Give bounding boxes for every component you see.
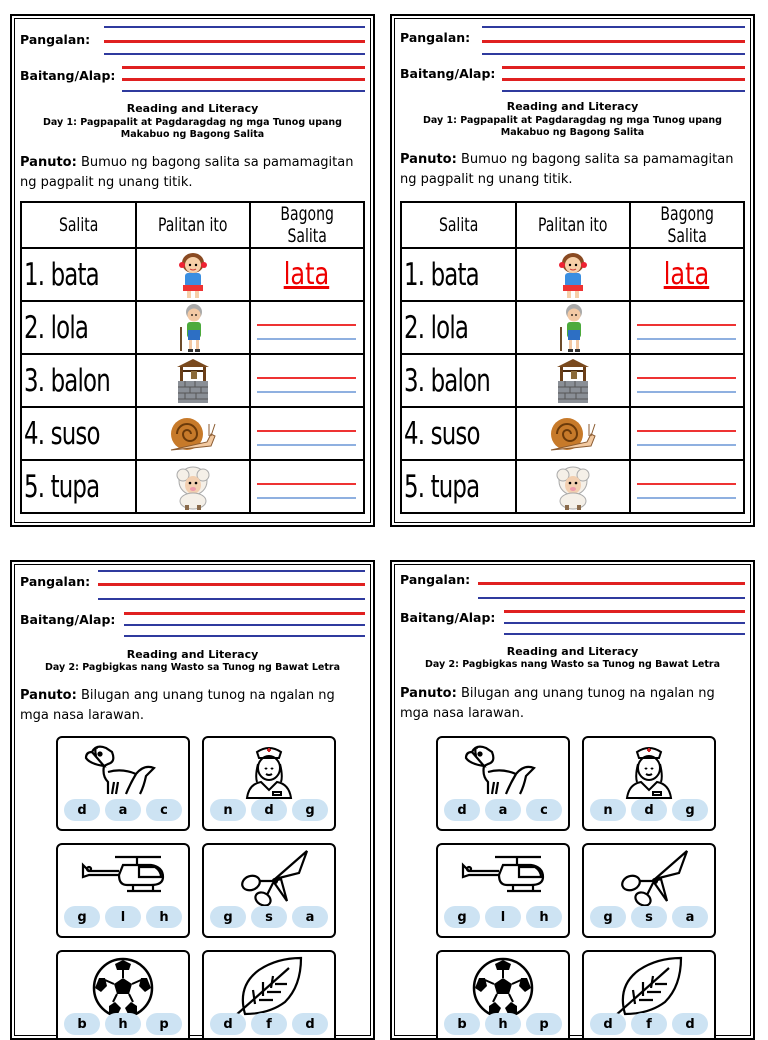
answer-cell[interactable] (630, 248, 744, 301)
letter-choice[interactable]: h (146, 906, 182, 928)
letter-choice[interactable]: a (292, 906, 328, 928)
table-row (401, 248, 744, 301)
table-row (21, 248, 364, 301)
soccer-ball-icon (438, 956, 568, 1012)
column-header: Salita (31, 202, 126, 248)
lesson-title: Day 1: Pagpapalit at Pagdaragdag ng mga Tunog upang Makabuo ng Bagong Salita (423, 115, 722, 138)
letter-choice[interactable]: d (210, 1013, 246, 1035)
letter-choices (64, 906, 182, 930)
answer-cell[interactable] (630, 407, 744, 460)
letter-choices (444, 1013, 562, 1037)
letter-choice[interactable]: d (672, 1013, 708, 1035)
letter-choices (210, 906, 328, 930)
answer-text: lata (664, 257, 710, 292)
worksheet-day2-right (390, 560, 755, 1040)
leaf-icon (584, 956, 714, 1012)
letter-choice[interactable]: g (64, 906, 100, 928)
name-line[interactable] (98, 570, 365, 600)
grade-label: Baitang/Alap: (20, 612, 116, 627)
letter-choice[interactable]: h (485, 1013, 521, 1035)
letter-choice[interactable]: g (210, 906, 246, 928)
letter-choice[interactable]: d (631, 799, 667, 821)
letter-choice[interactable]: c (146, 799, 182, 821)
word-cell (21, 301, 136, 354)
picture-cell (516, 460, 629, 513)
answer-line[interactable] (257, 418, 356, 450)
nurse-icon (204, 742, 334, 798)
letter-choice[interactable]: b (64, 1013, 100, 1035)
picture-tile (582, 950, 716, 1040)
answer-line[interactable] (637, 418, 736, 450)
name-label: Pangalan: (400, 572, 471, 587)
word-text: 1. bata (404, 256, 479, 293)
picture-tile (582, 736, 716, 831)
worksheet-day2-left (10, 560, 375, 1040)
letter-choices (590, 799, 708, 823)
letter-choice[interactable]: g (590, 906, 626, 928)
letter-choice[interactable]: d (64, 799, 100, 821)
grade-label: Baitang/Alap: (400, 66, 496, 81)
picture-cell (516, 407, 629, 460)
letter-choices (590, 1013, 708, 1037)
letter-choice[interactable]: l (105, 906, 141, 928)
instruction-text: Bilugan ang unang tunog na ngalan ng mga nasa larawan. (20, 688, 335, 723)
soccer-ball-icon (58, 956, 188, 1012)
well-icon (517, 357, 628, 405)
subject-title: Reading and Literacy (126, 648, 259, 661)
panuto-label: Panuto: (20, 688, 77, 703)
word-cell (401, 460, 516, 513)
letter-choice[interactable]: n (210, 799, 246, 821)
answer-cell[interactable] (630, 301, 744, 354)
column-header: Bagong Salita (260, 202, 354, 248)
picture-cell (136, 301, 249, 354)
letter-choice[interactable]: f (251, 1013, 287, 1035)
letter-choice[interactable]: a (485, 799, 521, 821)
dog-icon (438, 742, 568, 798)
word-text: 3. balon (24, 362, 110, 399)
picture-tile (56, 736, 190, 831)
word-text: 1. bata (24, 256, 99, 293)
picture-cell (136, 354, 249, 407)
grade-label: Baitang/Alap: (400, 610, 496, 625)
grandmother-icon (517, 303, 628, 353)
word-text: 5. tupa (404, 468, 480, 505)
grade-line[interactable] (502, 66, 745, 92)
answer-text: lata (284, 257, 330, 292)
letter-choices (210, 1013, 328, 1037)
answer-line[interactable] (257, 471, 356, 503)
picture-cell (516, 301, 629, 354)
letter-choices (444, 799, 562, 823)
letter-choices (64, 799, 182, 823)
table-row (401, 407, 744, 460)
column-header: Salita (411, 202, 506, 248)
letter-choices (64, 1013, 182, 1037)
girl-icon (137, 251, 248, 299)
word-table (400, 201, 745, 514)
picture-tile (202, 843, 336, 938)
instruction (400, 150, 745, 190)
panuto-label: Panuto: (400, 152, 457, 167)
word-cell (401, 248, 516, 301)
name-line[interactable] (482, 26, 745, 55)
answer-line[interactable] (637, 312, 736, 344)
grade-line[interactable] (122, 66, 365, 92)
sheep-icon (137, 463, 248, 511)
picture-tile (202, 736, 336, 831)
name-line[interactable] (104, 26, 365, 55)
subject-title: Reading and Literacy (506, 100, 639, 113)
word-cell (401, 407, 516, 460)
instruction (20, 686, 365, 726)
name-line[interactable] (478, 570, 745, 599)
answer-cell[interactable] (250, 407, 364, 460)
dog-icon (58, 742, 188, 798)
letter-choice[interactable]: s (251, 906, 287, 928)
column-header: Palitan ito (526, 202, 619, 248)
lesson-title: Day 1: Pagpapalit at Pagdaragdag ng mga Tunog upang Makabuo ng Bagong Salita (43, 117, 342, 140)
picture-cell (516, 354, 629, 407)
answer-line[interactable] (257, 365, 356, 397)
word-text: 4. suso (404, 415, 480, 452)
word-text: 2. lola (404, 309, 469, 346)
answer-line[interactable] (257, 312, 356, 344)
word-text: 4. suso (24, 415, 100, 452)
name-label: Pangalan: (400, 30, 471, 45)
lesson-title: Day 2: Pagbigkas nang Wasto sa Tunog ng Bawat Letra (45, 662, 340, 673)
word-table (20, 201, 365, 514)
word-cell (21, 460, 136, 513)
well-icon (137, 357, 248, 405)
letter-choice[interactable]: l (485, 906, 521, 928)
picture-tile (436, 736, 570, 831)
letter-choice[interactable]: d (251, 799, 287, 821)
letter-choice[interactable]: p (526, 1013, 562, 1035)
picture-cell (136, 248, 249, 301)
girl-icon (517, 251, 628, 299)
column-header: Bagong Salita (640, 202, 734, 248)
word-cell (21, 407, 136, 460)
picture-tile (56, 950, 190, 1040)
answer-line[interactable] (637, 365, 736, 397)
worksheet-day1-left (10, 14, 375, 527)
snail-icon (137, 412, 248, 456)
word-cell (21, 248, 136, 301)
letter-choice[interactable]: b (444, 1013, 480, 1035)
word-cell (21, 354, 136, 407)
worksheet-day1-right (390, 14, 755, 527)
subject-title: Reading and Literacy (126, 102, 259, 115)
letter-choices (590, 906, 708, 930)
picture-tile (202, 950, 336, 1040)
letter-choice[interactable]: g (672, 799, 708, 821)
name-label: Pangalan: (20, 574, 91, 589)
picture-tile (436, 843, 570, 938)
instruction (400, 684, 745, 724)
leaf-icon (204, 956, 334, 1012)
table-row (401, 301, 744, 354)
table-row (21, 407, 364, 460)
table-row (21, 301, 364, 354)
answer-cell[interactable] (630, 354, 744, 407)
lesson-title: Day 2: Pagbigkas nang Wasto sa Tunog ng Bawat Letra (425, 659, 720, 670)
answer-cell[interactable] (250, 354, 364, 407)
answer-cell[interactable] (630, 460, 744, 513)
picture-cell (136, 460, 249, 513)
table-row (401, 354, 744, 407)
snail-icon (517, 412, 628, 456)
word-text: 3. balon (404, 362, 490, 399)
subject-title: Reading and Literacy (506, 645, 639, 658)
helicopter-icon (438, 849, 568, 905)
letter-choice[interactable]: c (526, 799, 562, 821)
letter-choice[interactable]: f (631, 1013, 667, 1035)
letter-choice[interactable]: d (292, 1013, 328, 1035)
letter-choices (210, 799, 328, 823)
nurse-icon (584, 742, 714, 798)
instruction (20, 153, 365, 193)
word-text: 2. lola (24, 309, 89, 346)
letter-choice[interactable]: p (146, 1013, 182, 1035)
panuto-label: Panuto: (400, 686, 457, 701)
name-label: Pangalan: (20, 32, 91, 47)
letter-choice[interactable]: a (672, 906, 708, 928)
table-row (401, 460, 744, 513)
sheep-icon (517, 463, 628, 511)
picture-tile (582, 843, 716, 938)
picture-cell (516, 248, 629, 301)
word-cell (401, 301, 516, 354)
letter-choice[interactable]: a (105, 799, 141, 821)
letter-choice[interactable]: n (590, 799, 626, 821)
letter-choice[interactable]: h (105, 1013, 141, 1035)
panuto-label: Panuto: (20, 155, 77, 170)
helicopter-icon (58, 849, 188, 905)
letter-choice[interactable]: d (590, 1013, 626, 1035)
table-row (21, 460, 364, 513)
answer-cell[interactable] (250, 248, 364, 301)
letter-choice[interactable]: d (444, 799, 480, 821)
letter-choices (444, 906, 562, 930)
picture-tile (56, 843, 190, 938)
answer-line[interactable] (637, 471, 736, 503)
scissors-icon (204, 849, 334, 905)
table-row (21, 354, 364, 407)
word-cell (401, 354, 516, 407)
grandmother-icon (137, 303, 248, 353)
letter-choice[interactable]: g (292, 799, 328, 821)
column-header: Palitan ito (146, 202, 239, 248)
picture-cell (136, 407, 249, 460)
grade-line[interactable] (504, 610, 745, 635)
answer-cell[interactable] (250, 301, 364, 354)
word-text: 5. tupa (24, 468, 100, 505)
grade-label: Baitang/Alap: (20, 68, 116, 83)
picture-tile (436, 950, 570, 1040)
letter-choice[interactable]: s (631, 906, 667, 928)
grade-line[interactable] (124, 612, 365, 637)
instruction-text: Bumuo ng bagong salita sa pamamagitan ng pagpalit ng unang titik. (400, 152, 734, 187)
instruction-text: Bumuo ng bagong salita sa pamamagitan ng pagpalit ng unang titik. (20, 155, 354, 190)
letter-choice[interactable]: g (444, 906, 480, 928)
letter-choice[interactable]: h (526, 906, 562, 928)
instruction-text: Bilugan ang unang tunog na ngalan ng mga nasa larawan. (400, 686, 715, 721)
answer-cell[interactable] (250, 460, 364, 513)
scissors-icon (584, 849, 714, 905)
